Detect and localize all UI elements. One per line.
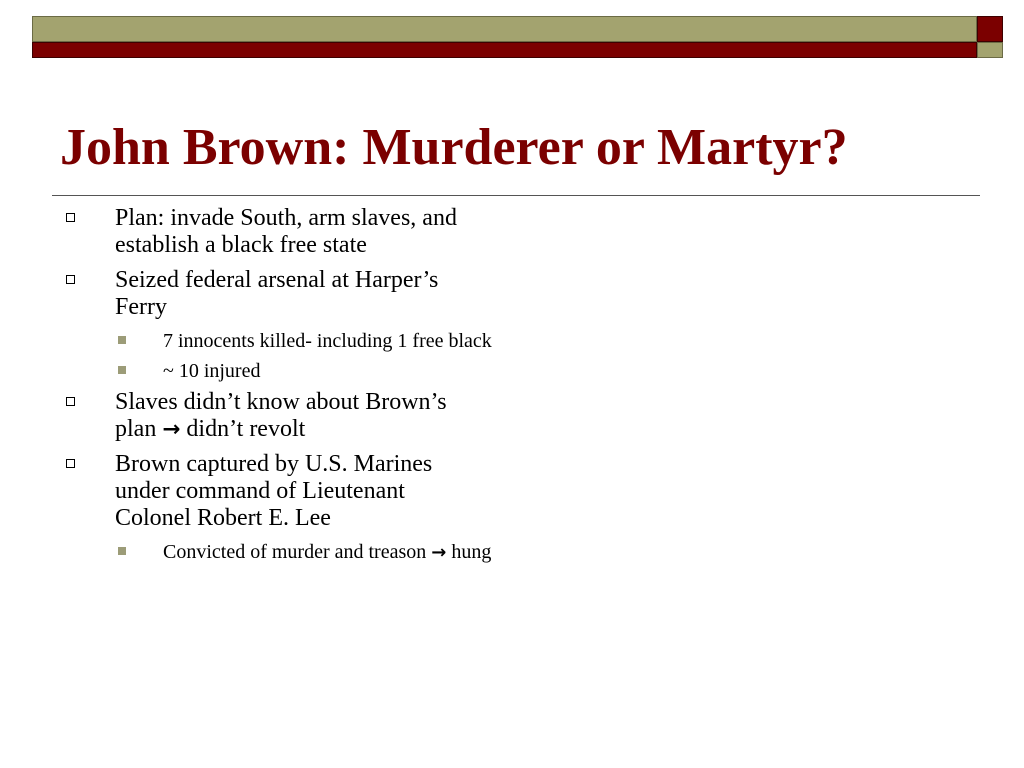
bullet-item	[115, 389, 485, 443]
slide-body	[0, 205, 520, 571]
filled-square-bullet-icon	[118, 366, 126, 374]
slide-title: John Brown: Murderer or Martyr?	[60, 119, 848, 176]
corner-square-maroon	[977, 16, 1003, 42]
sub-bullet-item	[163, 359, 493, 383]
bullet-text-before: Slaves didn’t know about Brown’s plan	[115, 389, 447, 442]
right-arrow-icon: →	[162, 417, 181, 442]
hollow-square-bullet-icon	[66, 459, 75, 468]
header-band-olive	[32, 16, 977, 42]
right-arrow-icon: →	[431, 542, 447, 563]
bullet-text: Brown captured by U.S. Marines under command of Lieutenant Colonel Robert E. Lee	[115, 451, 433, 531]
filled-square-bullet-icon	[118, 336, 126, 344]
bullet-item	[115, 451, 485, 532]
filled-square-bullet-icon	[118, 547, 126, 555]
header-band-maroon	[32, 42, 977, 58]
sub-bullet-text-after: hung	[451, 541, 492, 563]
sub-bullet-text: ~ 10 injured	[163, 360, 261, 382]
bullet-text: Plan: invade South, arm slaves, and establish a black free state	[115, 205, 457, 258]
sub-bullet-item	[163, 540, 493, 565]
corner-square-olive	[977, 42, 1003, 58]
bullet-item	[115, 267, 485, 321]
hollow-square-bullet-icon	[66, 275, 75, 284]
bullet-text: Seized federal arsenal at Harper’s Ferry	[115, 267, 439, 320]
bullet-text-after: didn’t revolt	[186, 416, 306, 442]
hollow-square-bullet-icon	[66, 213, 75, 222]
sub-bullet-text: 7 innocents killed- including 1 free black	[163, 330, 492, 352]
hollow-square-bullet-icon	[66, 397, 75, 406]
sub-bullet-item	[163, 329, 493, 353]
title-divider	[52, 195, 980, 196]
bullet-item	[115, 205, 485, 259]
sub-bullet-text-before: Convicted of murder and treason	[163, 541, 427, 563]
